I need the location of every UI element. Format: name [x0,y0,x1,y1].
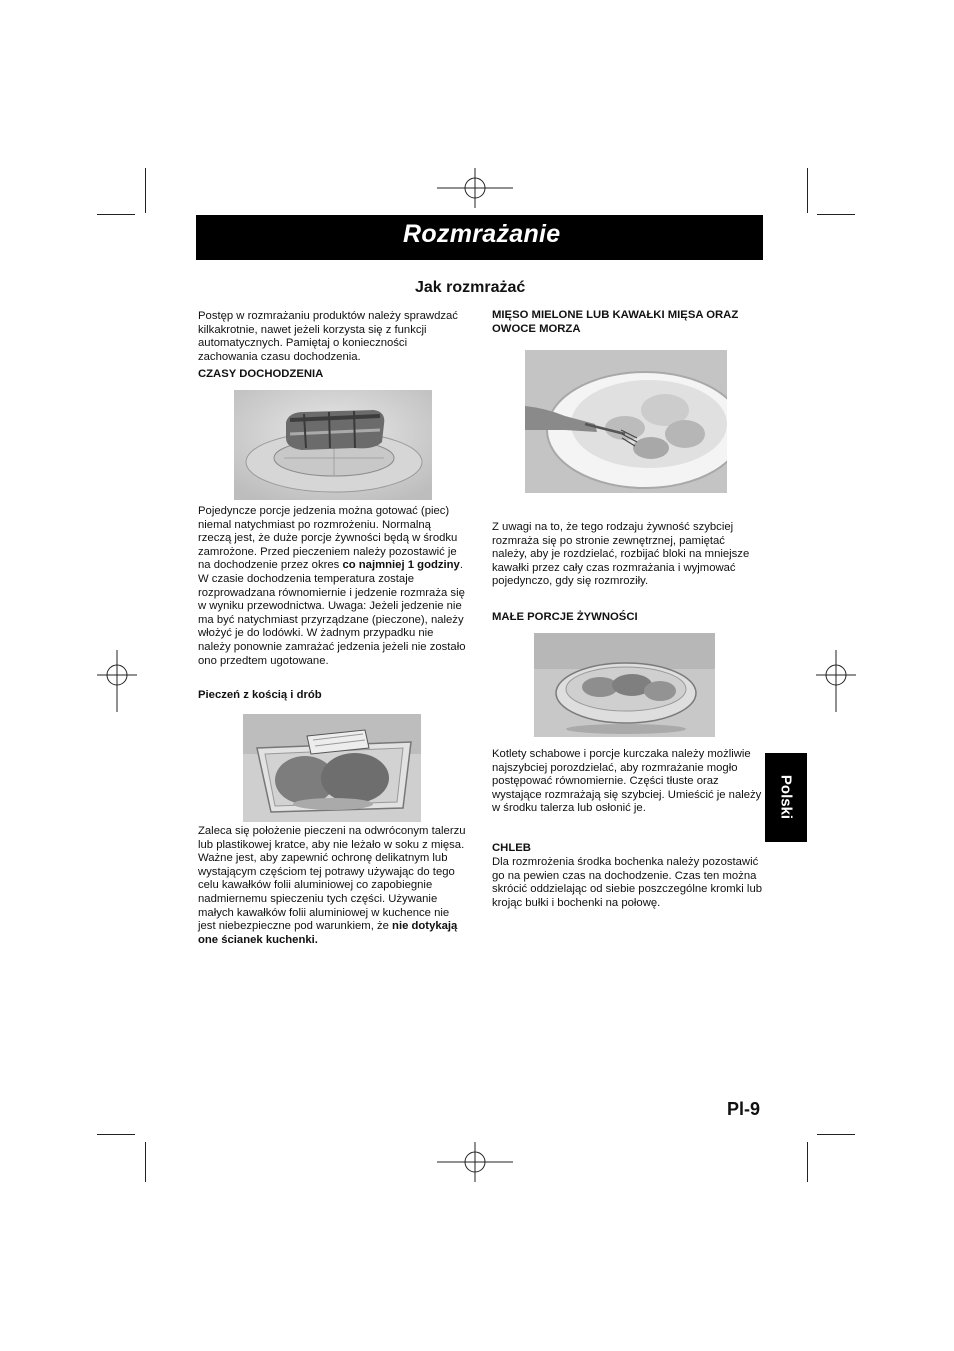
roast-paragraph: Zaleca się położenie pieczeni na odwróconym talerzu lub plastikowej kratce, aby nie leżało w soku z mięsa. Ważne jest, aby zapewnić ochronę delikatnym lub wystającym częściom tej potrawy używając do tego celu kawałków folii aluminiowej co zapobiegnie nadmiernemu spieczeniu tych części. Używanie małych kawałków folii aluminiowej w kuchence nie jest niebezpieczne pod warunkiem, że nie dotykają one ścianek kuchenki. [198,825,466,946]
page-title: Rozmrażanie [403,220,561,248]
heading-small-portions: MAŁE PORCJE ŻYWNOŚCI [492,611,638,623]
crop-mark [97,214,135,215]
intro-paragraph: Postęp w rozmrażaniu produktów należy sprawdzać kilkakrotnie, nawet jeżeli korzysta się z funkcji automatycznych. Pamiętaj o konieczności zachowania czasu dochodzenia. [198,310,458,363]
photo-fork-separating-meat [525,350,727,493]
page-number: Pl-9 [727,1099,761,1119]
crop-mark [817,214,855,215]
crop-mark [97,1134,135,1135]
registration-mark-bottom [437,1142,513,1182]
small-portions-paragraph: Kotlety schabowe i porcje kurczaka należy możliwie najszybciej porozdzielać, aby rozmrażanie mogło postępować równomiernie. Części tłuste oraz wystające rozmrażają się szybciej. Umieścić je należy w środku talerza lub osłonić je. [492,748,762,815]
registration-mark-left [97,650,137,712]
registration-mark-right [816,650,856,712]
language-tab-label: Polski [777,774,795,820]
registration-mark-top [437,168,513,208]
heading-roast-poultry: Pieczeń z kością i drób [198,689,322,701]
bread-paragraph: Dla rozmrożenia środka bochenka należy pozostawić go na pewien czas na dochodzenie. Czas ten można skrócić oddzielając od siebie poszczególne kromki lub krojąc bułki i bochenki na połowę. [492,856,763,909]
minced-meat-paragraph: Z uwagi na to, że tego rodzaju żywność szybciej rozmraża się po stronie zewnętrznej, pamiętać należy, aby je rozdzielać, rozbijać bloki na mniejsze kawałki przez cały czas rozmrażania i wyjmować pojedynczo, gdy się rozmroziły. [492,521,750,588]
heading-bread: CHLEB [492,842,531,854]
standing-times-paragraph: Pojedyncze porcje jedzenia można gotować (piec) niemal natychmiast po rozmrożeniu. Normalną rzeczą jest, że duże porcje żywności będą w środku zamrożone. Przed pieczeniem należy pozostawić je na dochodzenie przez okres co najmniej 1 godziny. W czasie dochodzenia temperatura zostaje rozprowadzana równomiernie i jedzenie rozmraża się w wyniku przewodnictwa. Uwaga: Jeżeli jedzenie nie ma być natychmiast przyrządzane (pieczone), należy włożyć je do lodówki. W żadnym przypadku nie należy ponownie zamrażać jedzenia jeżeli nie zostało ono przedtem ugotowane. [198,505,466,667]
photo-roast-in-glass-dish [243,714,421,822]
section-subtitle: Jak rozmrażać [415,279,526,296]
heading-standing-times: CZASY DOCHODZENIA [198,368,324,380]
heading-minced-meat: MIĘSO MIELONE LUB KAWAŁKI MIĘSA ORAZ OWOCE MORZA [492,309,739,335]
language-tab [765,753,807,842]
title-bar [196,215,763,260]
photo-chops-in-glass-bowl [534,633,715,737]
crop-mark [807,168,808,213]
crop-mark [817,1134,855,1135]
crop-mark [145,1142,146,1182]
crop-mark [807,1142,808,1182]
photo-roast-on-turntable [234,390,432,500]
crop-mark [145,168,146,213]
